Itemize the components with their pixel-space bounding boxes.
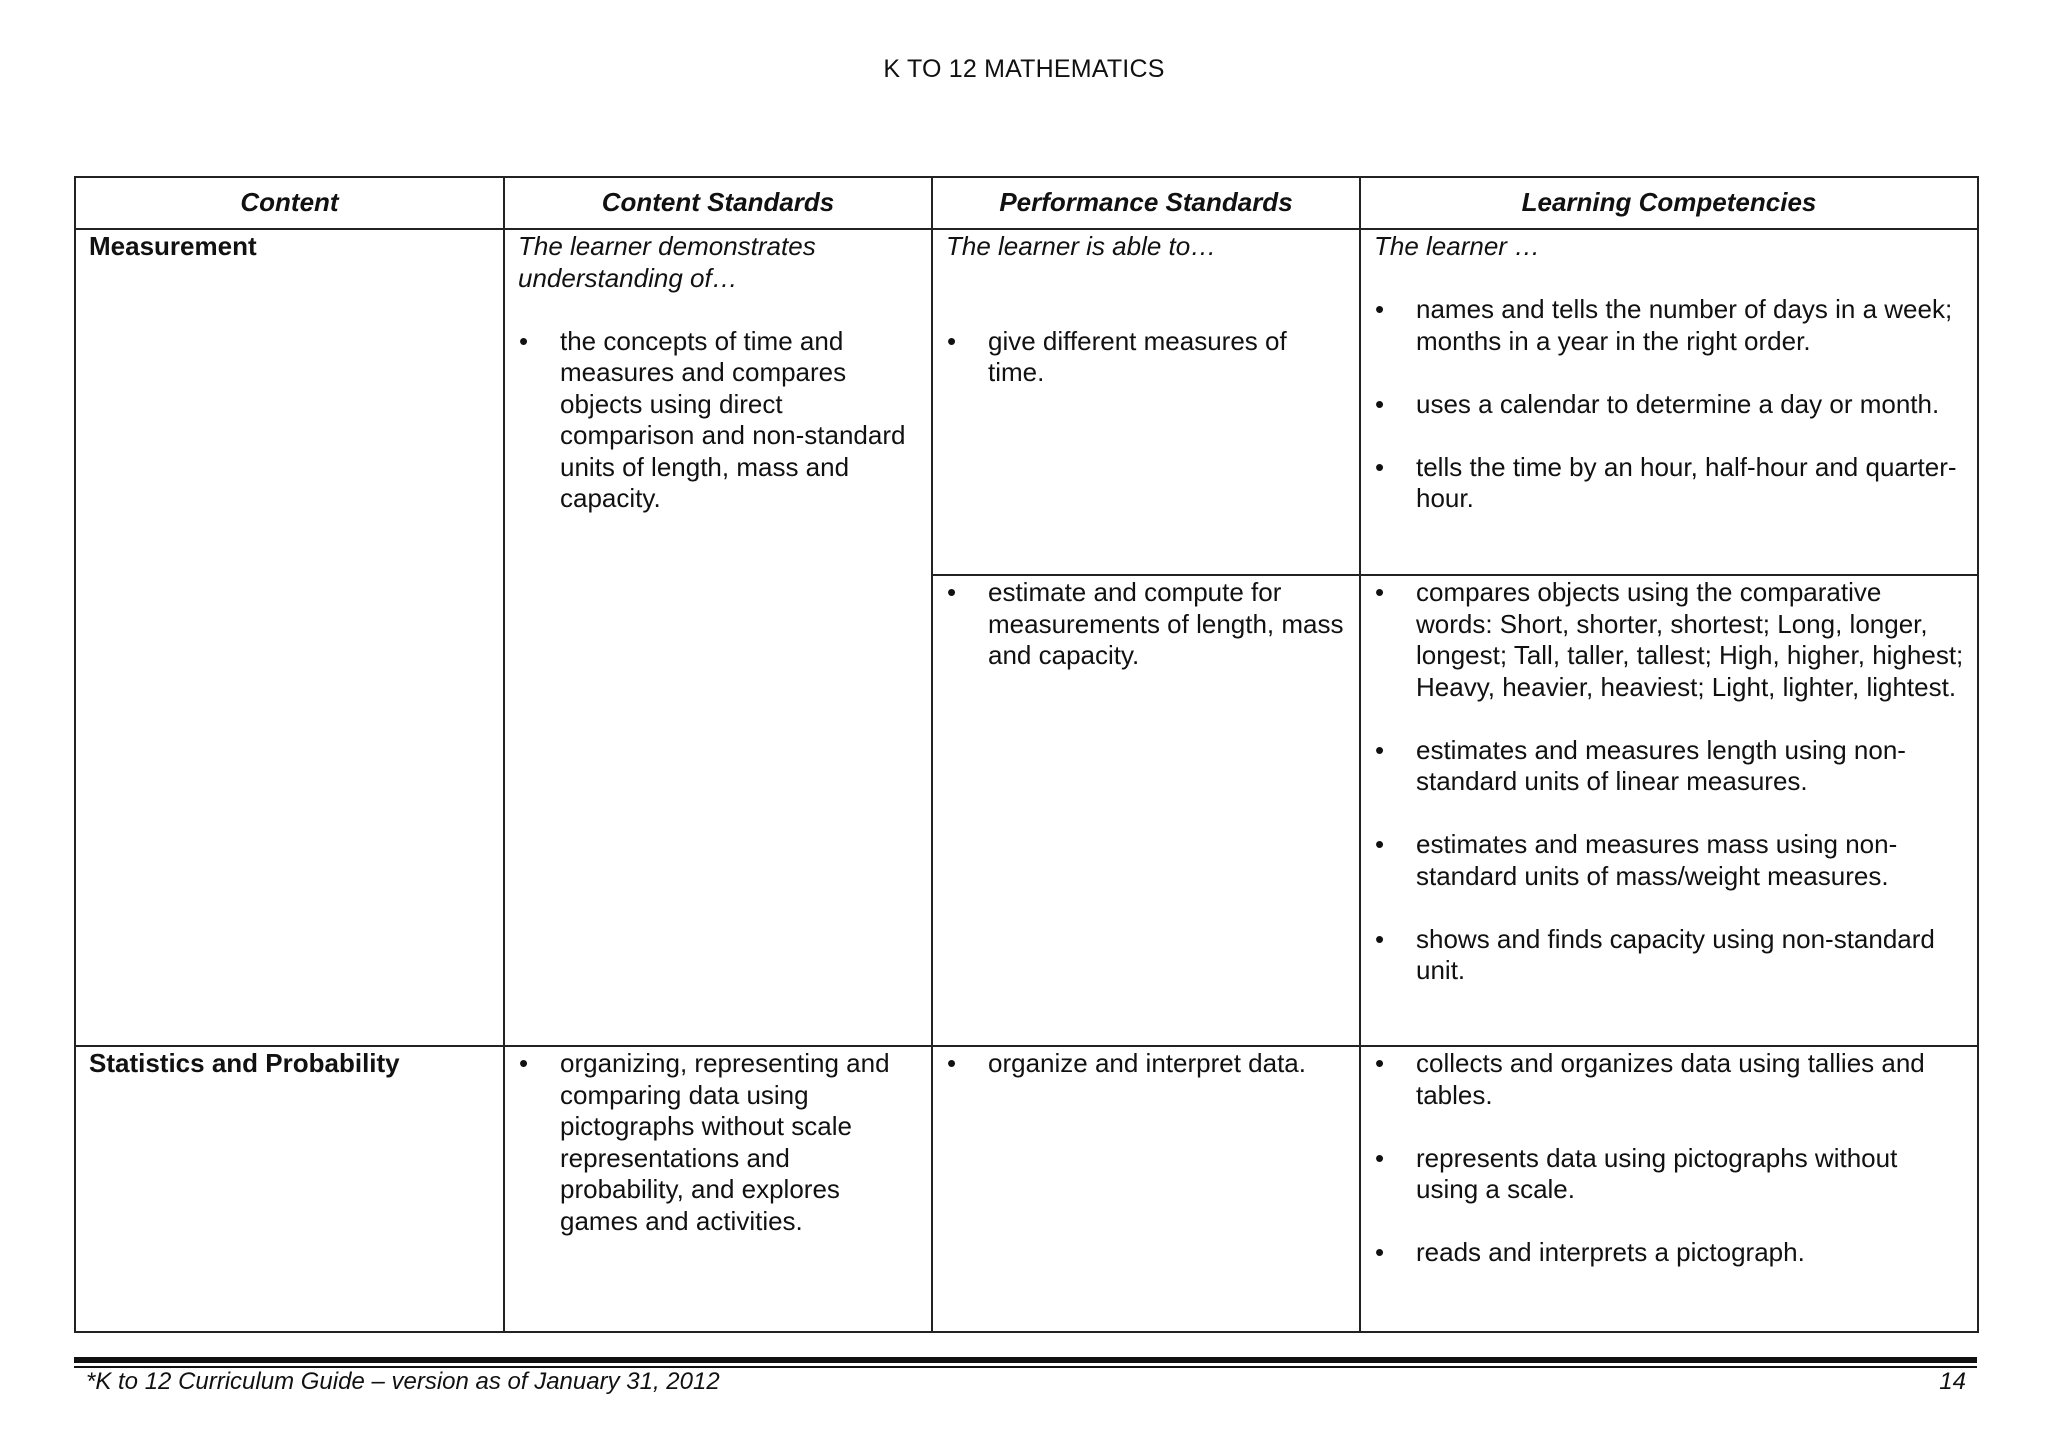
content-standards-cell-statistics [504, 1046, 932, 1332]
performance-standards-intro: The learner is able to… [946, 231, 1217, 261]
list-item: • represents data using pictographs without using a scale. [1374, 1143, 1964, 1206]
learning-competencies-list [1374, 294, 1964, 515]
page-number: 14 [1939, 1368, 1966, 1395]
footer-version-note: *K to 12 Curriculum Guide – version as of January 31, 2012 [86, 1368, 720, 1395]
content-title-statistics: Statistics and Probability [89, 1048, 400, 1078]
list-item: • tells the time by an hour, half-hour and quarter-hour. [1374, 452, 1964, 515]
performance-standards-list [946, 1048, 1346, 1080]
table-row-measurement-1 [75, 229, 1978, 575]
performance-standards-cell-time [932, 229, 1360, 575]
content-standards-intro: The learner demonstrates understanding of… [518, 231, 816, 293]
page-header: K TO 12 MATHEMATICS [883, 55, 1165, 83]
content-cell-measurement [75, 229, 504, 1046]
list-item: • uses a calendar to determine a day or month. [1374, 389, 1964, 421]
learning-competencies-cell-time [1360, 229, 1978, 575]
list-item: • give different measures of time. [946, 326, 1346, 389]
list-item: • shows and finds capacity using non-standard unit. [1374, 924, 1964, 987]
learning-competencies-cell-statistics [1360, 1046, 1978, 1332]
column-header-performance-standards: Performance Standards [932, 177, 1360, 229]
list-item: • collects and organizes data using tallies and tables. [1374, 1048, 1964, 1111]
list-item: • names and tells the number of days in a week; months in a year in the right order. [1374, 294, 1964, 357]
list-item: • estimates and measures mass using non-standard units of mass/weight measures. [1374, 829, 1964, 892]
content-standards-cell-measurement [504, 229, 932, 1046]
performance-standards-list [946, 326, 1346, 389]
table-row-statistics [75, 1046, 1978, 1332]
learning-competencies-intro: The learner … [1374, 231, 1541, 261]
list-item: • reads and interprets a pictograph. [1374, 1237, 1964, 1269]
list-item: • estimates and measures length using non-standard units of linear measures. [1374, 735, 1964, 798]
list-item: • organizing, representing and comparing data using pictographs without scale representations and probability, and explores games and activities. [518, 1048, 918, 1237]
table-header-row [75, 177, 1978, 229]
learning-competencies-list [1374, 1048, 1964, 1269]
content-standards-list [518, 1048, 918, 1237]
performance-standards-cell-statistics [932, 1046, 1360, 1332]
content-cell-statistics [75, 1046, 504, 1332]
learning-competencies-cell-length-mass [1360, 575, 1978, 1046]
list-item: • compares objects using the comparative words: Short, shorter, shortest; Long, longer, longest; Tall, taller, tallest; High, higher, highest; Heavy, heavier, heaviest; Light, lighter, lightest. [1374, 577, 1964, 703]
column-header-learning-competencies: Learning Competencies [1360, 177, 1978, 229]
column-header-content: Content [75, 177, 504, 229]
curriculum-table [74, 176, 1979, 1333]
list-item: • the concepts of time and measures and compares objects using direct comparison and non-standard units of length, mass and capacity. [518, 326, 918, 515]
column-header-content-standards: Content Standards [504, 177, 932, 229]
learning-competencies-list [1374, 577, 1964, 987]
performance-standards-list [946, 577, 1346, 672]
footer-divider-thick [74, 1357, 1977, 1363]
performance-standards-cell-length-mass [932, 575, 1360, 1046]
list-item: • estimate and compute for measurements of length, mass and capacity. [946, 577, 1346, 672]
list-item: • organize and interpret data. [946, 1048, 1346, 1080]
content-standards-list [518, 326, 918, 515]
content-title-measurement: Measurement [89, 231, 257, 261]
